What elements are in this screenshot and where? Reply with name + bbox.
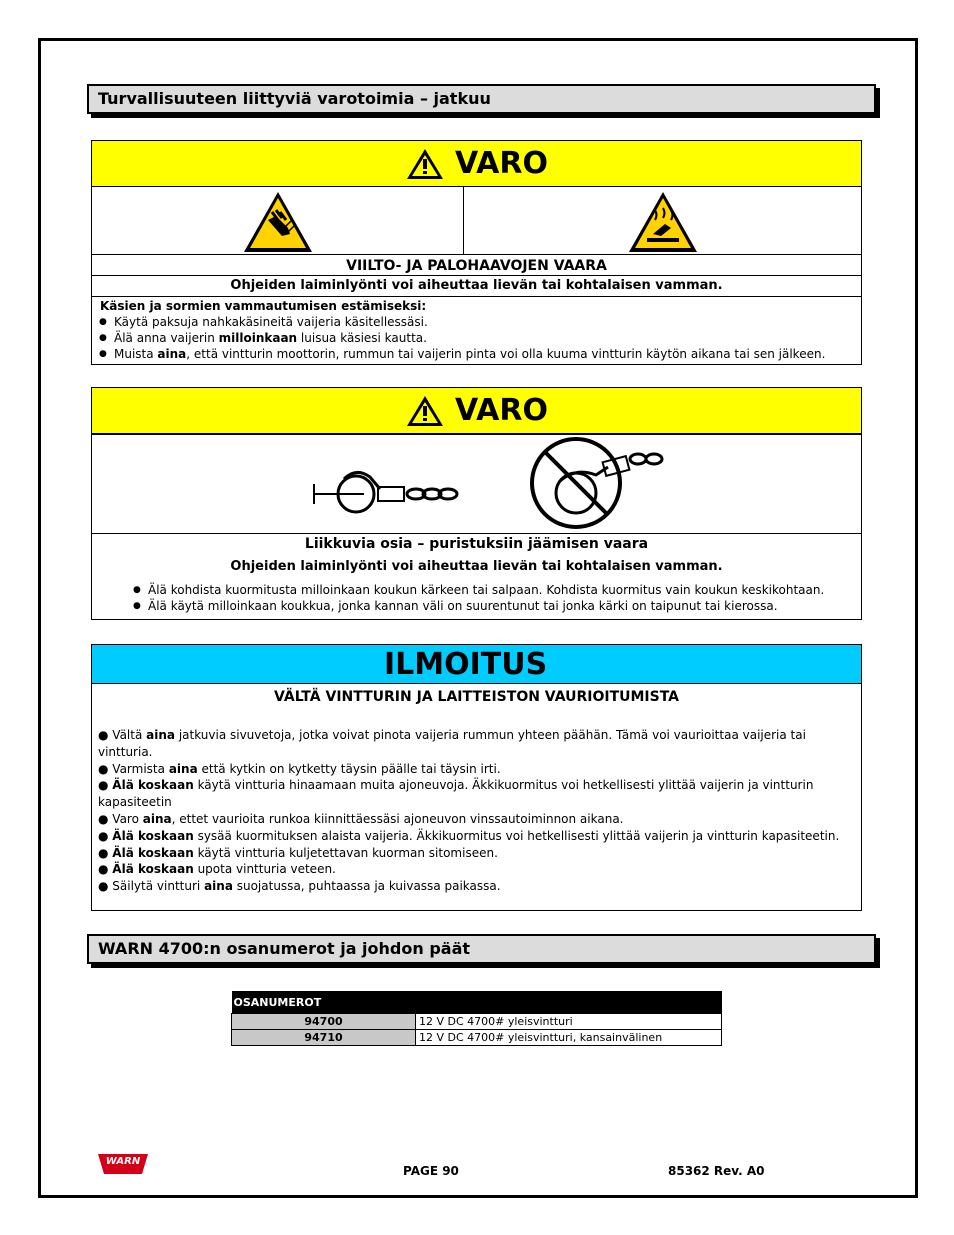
hot-surface-hazard-icon	[627, 190, 699, 254]
warn-logo-text: WARN	[105, 1156, 141, 1167]
notice-banner	[92, 645, 861, 684]
list-item: ● Älä koskaan käytä vintturia kuljetettavan kuorman sitomiseen.	[98, 845, 498, 860]
hook-illustration-row	[92, 434, 861, 534]
notice-banner-title: ILMOITUS	[384, 647, 548, 682]
section-title: WARN 4700:n osanumerot ja johdon päät	[98, 939, 471, 958]
section-title: Turvallisuuteen liittyviä varotoimia – jatkuu	[98, 89, 491, 108]
caution-box-moving-parts	[91, 387, 862, 620]
caution-banner-title: VARO	[454, 146, 548, 181]
list-item: ● Älä koskaan upota vintturia veteen.	[98, 862, 336, 877]
section-header-safety	[87, 84, 876, 114]
table-header: OSANUMEROT	[232, 991, 722, 1014]
page-number: PAGE 90	[403, 1164, 459, 1178]
list-item: ● Varo aina, ettet vaurioita runkoa kiinnittäessäsi ajoneuvon vinssautoiminnon aikana.	[98, 811, 624, 826]
prevention-list	[90, 314, 861, 362]
table-header-row	[232, 991, 722, 1014]
notice-list	[92, 707, 861, 895]
prevention-title: Käsien ja sormien vammautumisen estämiseksi:	[100, 299, 427, 313]
list-item: ● Varmista aina että kytkin on kytketty täysin päälle tai täysin irti.	[98, 761, 501, 776]
list-item: ● Vältä aina jatkuvia sivuvetoja, jotka voivat pinota vaijeria rummun yhteen päähän. Tämä voi vaurioittaa vaijeria tai vintturia.	[98, 728, 806, 759]
list-item: ● Älä koskaan sysää kuormituksen alaista vaijeria. Äkkikuormitus voi hetkellisesti ylittää vaijerin ja vintturin kapasiteetin.	[98, 828, 840, 843]
notice-heading: VÄLTÄ VINTTURIN JA LAITTEISTON VAURIOITUMISTA	[273, 689, 680, 705]
list-item: ● Säilytä vintturi aina suojatussa, puhtaassa ja kuivassa paikassa.	[98, 879, 501, 894]
list-item: ● Älä anna vaijerin milloinkaan luisua käsiesi kautta.	[90, 330, 861, 346]
caution-banner	[92, 141, 861, 187]
hazard-title: VIILTO- JA PALOHAAVOJEN VAARA	[92, 255, 861, 276]
hazard-title: Liikkuvia osia – puristuksiin jäämisen vaara	[304, 536, 649, 552]
table-row	[232, 1030, 722, 1046]
caution-box-cut-burn	[91, 140, 862, 365]
hook-correct-load-illustration	[304, 449, 464, 529]
list-item: ● Käytä paksuja nahkakäsineitä vaijeria käsitellessäsi.	[90, 314, 861, 330]
part-number-cell: 94700	[232, 1014, 416, 1030]
list-item: ● Älä kohdista kuormitusta milloinkaan koukun kärkeen tai salpaan. Kohdista kuormitus vain koukun keskikohtaan.	[124, 582, 861, 598]
part-number-cell: 94710	[232, 1030, 416, 1046]
caution-banner	[92, 388, 861, 434]
hook-incorrect-load-prohibited-illustration	[516, 431, 676, 531]
part-description-cell: 12 V DC 4700# yleisvintturi, kansainvälinen	[416, 1030, 722, 1046]
prevention-block	[92, 297, 861, 362]
pictogram-cell	[92, 187, 464, 254]
pictogram-cell	[464, 187, 861, 254]
section-header-part-numbers	[87, 934, 876, 964]
hazard-consequence: Ohjeiden laiminlyönti voi aiheuttaa lievän tai kohtalaisen vamman.	[92, 276, 861, 297]
list-item: ● Älä koskaan käytä vintturia hinaamaan muita ajoneuvoja. Äkkikuormitus voi hetkellisesti ylittää vaijerin ja vintturin kapasiteetin	[98, 778, 814, 810]
warning-triangle-icon	[405, 394, 445, 428]
list-item: ● Älä käytä milloinkaan koukkua, jonka kannan väli on suurentunut tai jonka kärki on taipunut tai kierossa.	[124, 598, 861, 614]
hazard-consequence: Ohjeiden laiminlyönti voi aiheuttaa lievän tai kohtalaisen vamman.	[230, 559, 723, 574]
part-numbers-table	[231, 991, 722, 1046]
notice-box	[91, 644, 862, 911]
hand-cut-hazard-icon	[242, 190, 314, 254]
hook-warning-list	[124, 582, 861, 614]
list-item: ● Muista aina, että vintturin moottorin, rummun tai vaijerin pinta voi olla kuuma vintturin käytön aikana tai sen jälkeen.	[90, 346, 861, 362]
caution-banner-title: VARO	[454, 393, 548, 428]
warning-triangle-icon	[405, 147, 445, 181]
warn-logo	[98, 1152, 148, 1176]
pictogram-row	[92, 187, 861, 255]
part-description-cell: 12 V DC 4700# yleisvintturi	[416, 1014, 722, 1030]
document-reference: 85362 Rev. A0	[668, 1164, 765, 1178]
table-row	[232, 1014, 722, 1030]
